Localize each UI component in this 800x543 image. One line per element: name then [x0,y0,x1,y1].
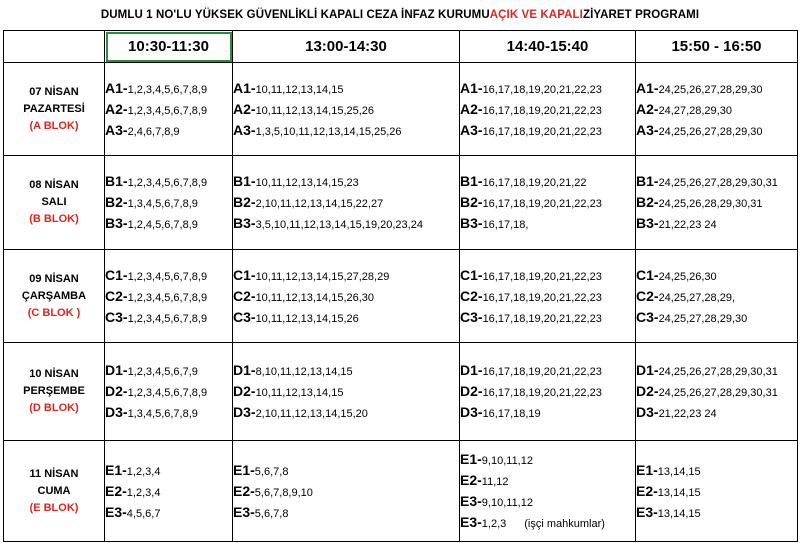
group-line [105,78,232,99]
group-code: D2- [636,383,659,399]
group-code: B1- [233,173,256,189]
cell-numbers: 10,11,12,13,14,15,25,26 [255,104,375,117]
group-line [105,286,232,307]
cell-numbers: 24,25,26,27,28,29,30,31 [658,177,778,189]
day-date: 10 NİSAN [29,368,79,380]
corner-cell [4,31,105,63]
group-code: A1- [233,79,256,96]
cell-numbers: 1,2,4,5,6,7,8,9 [127,219,198,231]
group-code: C2- [636,287,659,304]
cell-numbers: 16,17,18,19,20,21,22,23 [482,270,602,283]
group-line [636,213,797,234]
slot-cell [636,156,798,250]
group-line [636,460,797,481]
slot-header-3[interactable]: 14:40-15:40 [460,31,636,63]
group-code: A1- [105,79,128,96]
group-line [460,491,635,512]
day-name: SALI [41,196,67,208]
group-line [636,402,797,423]
group-line [460,449,635,470]
group-code: B2- [233,194,256,210]
group-code: E1- [105,461,127,478]
group-line [460,286,635,307]
group-line [233,213,459,234]
cell-numbers: 24,25,26,27,28,29,30,31 [658,366,778,378]
group-code: A1- [460,79,483,96]
day-date: 08 NİSAN [29,179,79,191]
cell-numbers: 1,3,4,5,6,7,8,9 [127,408,198,420]
slot-cell [105,441,233,542]
group-code: A3- [233,121,256,138]
group-code: C3- [636,308,659,325]
cell-numbers: 16,17,18,19 [482,408,541,420]
cell-numbers: 16,17,18,19,20,21,22 [482,177,587,189]
group-code: D3- [233,404,256,420]
slot-cell [636,250,798,343]
group-line [636,192,797,213]
title-highlight: AÇIK VE KAPALI [489,9,583,21]
cell-numbers: 2,10,11,12,13,14,15,20 [255,408,368,420]
cell-numbers: 1,2,3,4,5,6,7,8,9 [127,83,208,96]
group-code: C2- [233,287,256,304]
day-name: CUMA [37,484,71,497]
group-line [105,402,232,423]
group-code: D1- [233,362,256,378]
cell-numbers: 1,3,4,5,6,7,8,9 [127,198,198,210]
cell-numbers: 24,25,26,27,28,29,30,31 [658,387,778,399]
group-line [233,78,459,99]
day-name: PERŞEMBE [23,385,85,397]
cell-numbers: 13,14,15 [657,507,701,520]
schedule-body [4,63,798,542]
day-row [4,441,798,542]
group-code: E3- [105,503,127,520]
cell-numbers: 11,12 [481,476,509,488]
group-line [636,171,797,192]
slot-cell [636,63,798,156]
slot-cell [233,250,460,343]
cell-numbers: 24,25,27,28,29,30 [658,312,748,325]
cell-numbers: 1,2,3,4,5,6,7,8,9 [127,177,208,189]
slot-cell [460,63,636,156]
group-line [233,307,459,328]
slot-header-4[interactable]: 15:50 - 16:50 [636,31,798,63]
day-label-cell [4,63,105,156]
slot-cell [105,343,233,441]
slot-cell [460,441,636,542]
cell-numbers: 24,25,26,30 [658,270,717,283]
cell-numbers: 1,2,3,4,5,6,7,8,9 [127,312,208,325]
slot-cell [233,63,460,156]
slot-cell [460,343,636,441]
group-line [105,502,232,523]
group-code: E3- [233,503,255,520]
group-code: D3- [636,404,659,420]
group-line [233,99,459,120]
group-line [636,481,797,502]
slot-cell [233,343,460,441]
page-title [0,0,800,30]
group-code: B1- [460,173,483,189]
cell-numbers: 1,2,3 [481,518,507,530]
slot-cell [105,63,233,156]
group-code: E2- [233,482,255,499]
group-line [460,265,635,286]
group-code: B2- [460,194,483,210]
cell-numbers: 16,17,18,19,20,21,22,23 [482,387,602,399]
group-code: E1- [233,461,255,478]
cell-numbers: 21,22,23 24 [658,219,717,231]
group-code: A3- [460,121,483,138]
day-name: PAZARTESİ [23,102,85,115]
day-date: 09 NİSAN [29,272,79,285]
cell-numbers: 4,5,6,7 [126,507,161,520]
group-code: A2- [105,100,128,117]
cell-numbers: 1,2,3,4,5,6,7,8,9 [127,291,208,304]
group-line [105,265,232,286]
day-label-cell [4,250,105,343]
group-code: E3- [460,514,482,530]
slot-header-2[interactable]: 13:00-14:30 [233,31,460,63]
day-date: 11 NİSAN [29,467,79,480]
group-line [636,78,797,99]
title-suffix: ZİYARET PROGRAMI [582,9,700,21]
cell-numbers: 16,17,18,19,20,21,22,23 [482,125,602,138]
group-code: A3- [105,121,128,138]
cell-numbers: 16,17,18,19,20,21,22,23 [482,291,602,304]
group-line [105,360,232,381]
group-code: C1- [636,266,659,283]
group-code: B3- [460,215,483,231]
group-line [460,307,635,328]
group-line [636,99,797,120]
day-label-cell [4,156,105,250]
cell-numbers: 13,14,15 [657,486,701,499]
day-block: (A BLOK) [29,119,79,132]
group-line [233,360,459,381]
group-line [105,481,232,502]
group-code: B1- [105,173,128,189]
day-block: (E BLOK) [29,501,79,514]
group-line [105,381,232,402]
group-line [460,360,635,381]
group-line [460,512,635,533]
cell-numbers: 1,3,5,10,11,12,13,14,15,25,26 [255,125,402,138]
day-name: ÇARŞAMBA [21,289,87,302]
day-row [4,156,798,250]
group-code: E2- [105,482,127,499]
group-line [636,307,797,328]
cell-numbers: 10,11,12,13,14,15,26,30 [255,291,375,304]
cell-numbers: 24,25,26,27,28,29,30 [658,83,763,96]
group-line [636,286,797,307]
cell-numbers: 13,14,15 [657,465,701,478]
cell-numbers: 16,17,18,19,20,21,22,23 [482,104,602,117]
day-row [4,343,798,441]
group-code: C1- [233,266,256,283]
cell-numbers: 3,5,10,11,12,13,14,15,19,20,23,24 [255,219,423,231]
group-line [233,502,459,523]
cell-numbers: 16,17,18,19,20,21,22,23 [482,366,602,378]
cell-numbers: 1,2,3,4,5,6,7,8,9 [127,387,208,399]
cell-numbers: 9,10,11,12 [481,455,533,467]
group-line [105,307,232,328]
group-line [460,213,635,234]
group-line [233,265,459,286]
visit-schedule-table [3,30,798,542]
group-code: C1- [460,266,483,283]
group-code: B3- [636,215,659,231]
group-line [233,286,459,307]
cell-numbers: 5,6,7,8 [254,465,289,478]
group-line [460,171,635,192]
cell-numbers: 24,25,26,28,29,30,31 [658,198,763,210]
cell-numbers: 16,17,18, [482,219,529,231]
group-code: E1- [460,451,482,467]
slot-cell [105,156,233,250]
day-label-cell [4,441,105,542]
group-code: A2- [233,100,256,117]
day-block: (B BLOK) [29,213,79,225]
cell-numbers: 8,10,11,12,13,14,15 [255,366,353,378]
group-line [636,265,797,286]
group-code: B1- [636,173,659,189]
group-code: C3- [105,308,128,325]
cell-numbers: 21,22,23 24 [658,408,717,420]
group-line [233,402,459,423]
cell-numbers: 2,4,6,7,8,9 [127,125,180,138]
group-code: A2- [636,100,659,117]
group-code: B2- [105,194,128,210]
group-code: D1- [105,362,128,378]
group-code: A1- [636,79,659,96]
cell-numbers: 1,2,3,4,5,6,7,8,9 [127,104,208,117]
group-line [105,99,232,120]
group-note: (işçi mahkumlar) [524,518,605,530]
group-code: C3- [233,308,256,325]
group-line [460,192,635,213]
day-row [4,63,798,156]
cell-numbers: 10,11,12,13,14,15,27,28,29 [255,270,390,283]
day-date: 07 NİSAN [29,85,79,98]
cell-numbers: 16,17,18,19,20,21,22,23 [482,83,602,96]
slot-cell [460,250,636,343]
group-code: C1- [105,266,128,283]
group-code: C2- [105,287,128,304]
cell-numbers: 10,11,12,13,14,15 [255,83,344,96]
group-line [460,381,635,402]
slot-cell [460,156,636,250]
group-line [233,481,459,502]
group-code: D1- [636,362,659,378]
cell-numbers: 24,25,26,27,28,29,30 [658,125,763,138]
group-line [636,360,797,381]
group-code: A3- [636,121,659,138]
cell-numbers: 5,6,7,8 [254,507,289,520]
day-block: (C BLOK ) [27,306,81,319]
cell-numbers: 24,25,27,28,29, [658,291,736,304]
cell-numbers: 2,10,11,12,13,14,15,22,27 [255,198,384,210]
group-code: D2- [105,383,128,399]
cell-numbers: 5,6,7,8,9,10 [254,486,313,499]
group-line [105,120,232,141]
group-line [233,192,459,213]
cell-numbers: 16,17,18,19,20,21,22,23 [482,198,602,210]
group-code: E2- [460,472,482,488]
group-line [460,470,635,491]
day-row [4,250,798,343]
group-code: D2- [460,383,483,399]
group-code: C2- [460,287,483,304]
day-block: (D BLOK) [29,402,79,414]
group-code: A2- [460,100,483,117]
group-code: B3- [105,215,128,231]
group-code: D3- [460,404,483,420]
group-line [105,460,232,481]
slot-cell [636,441,798,542]
cell-numbers: 1,2,3,4,5,6,7,9 [127,366,198,378]
group-code: C3- [460,308,483,325]
group-code: B2- [636,194,659,210]
group-line [460,78,635,99]
cell-numbers: 1,2,3,4 [126,486,161,499]
group-line [636,381,797,402]
group-line [460,99,635,120]
group-line [460,402,635,423]
group-line [636,120,797,141]
group-line [233,460,459,481]
group-code: E1- [636,461,658,478]
group-code: E3- [460,493,482,509]
slot-cell [233,441,460,542]
cell-numbers: 10,11,12,13,14,15,26 [255,312,359,325]
group-code: B3- [233,215,256,231]
slot-cell [636,343,798,441]
group-code: E3- [636,503,658,520]
cell-numbers: 16,17,18,19,20,21,22,23 [482,312,602,325]
slot-header-1[interactable]: 10:30-11:30 [105,31,233,63]
cell-numbers: 10,11,12,13,14,15 [255,387,344,399]
slot-cell [105,250,233,343]
cell-numbers: 9,10,11,12 [481,497,533,509]
cell-numbers: 1,2,3,4 [126,465,161,478]
group-code: D3- [105,404,128,420]
group-code: D2- [233,383,256,399]
cell-numbers: 10,11,12,13,14,15,23 [255,177,359,189]
group-line [233,381,459,402]
group-line [105,213,232,234]
day-label-cell [4,343,105,441]
group-code: D1- [460,362,483,378]
cell-numbers: 24,27,28,29,30 [658,104,732,117]
group-code: E2- [636,482,658,499]
title-prefix: DUMLU 1 NO'LU YÜKSEK GÜVENLİKLİ KAPALI CEZA İNFAZ KURUMU [100,9,490,21]
group-line [105,192,232,213]
group-line [636,502,797,523]
slot-cell [233,156,460,250]
group-line [233,120,459,141]
group-line [233,171,459,192]
group-line [460,120,635,141]
header-row [4,31,798,63]
group-line [105,171,232,192]
cell-numbers: 1,2,3,4,5,6,7,8,9 [127,270,208,283]
